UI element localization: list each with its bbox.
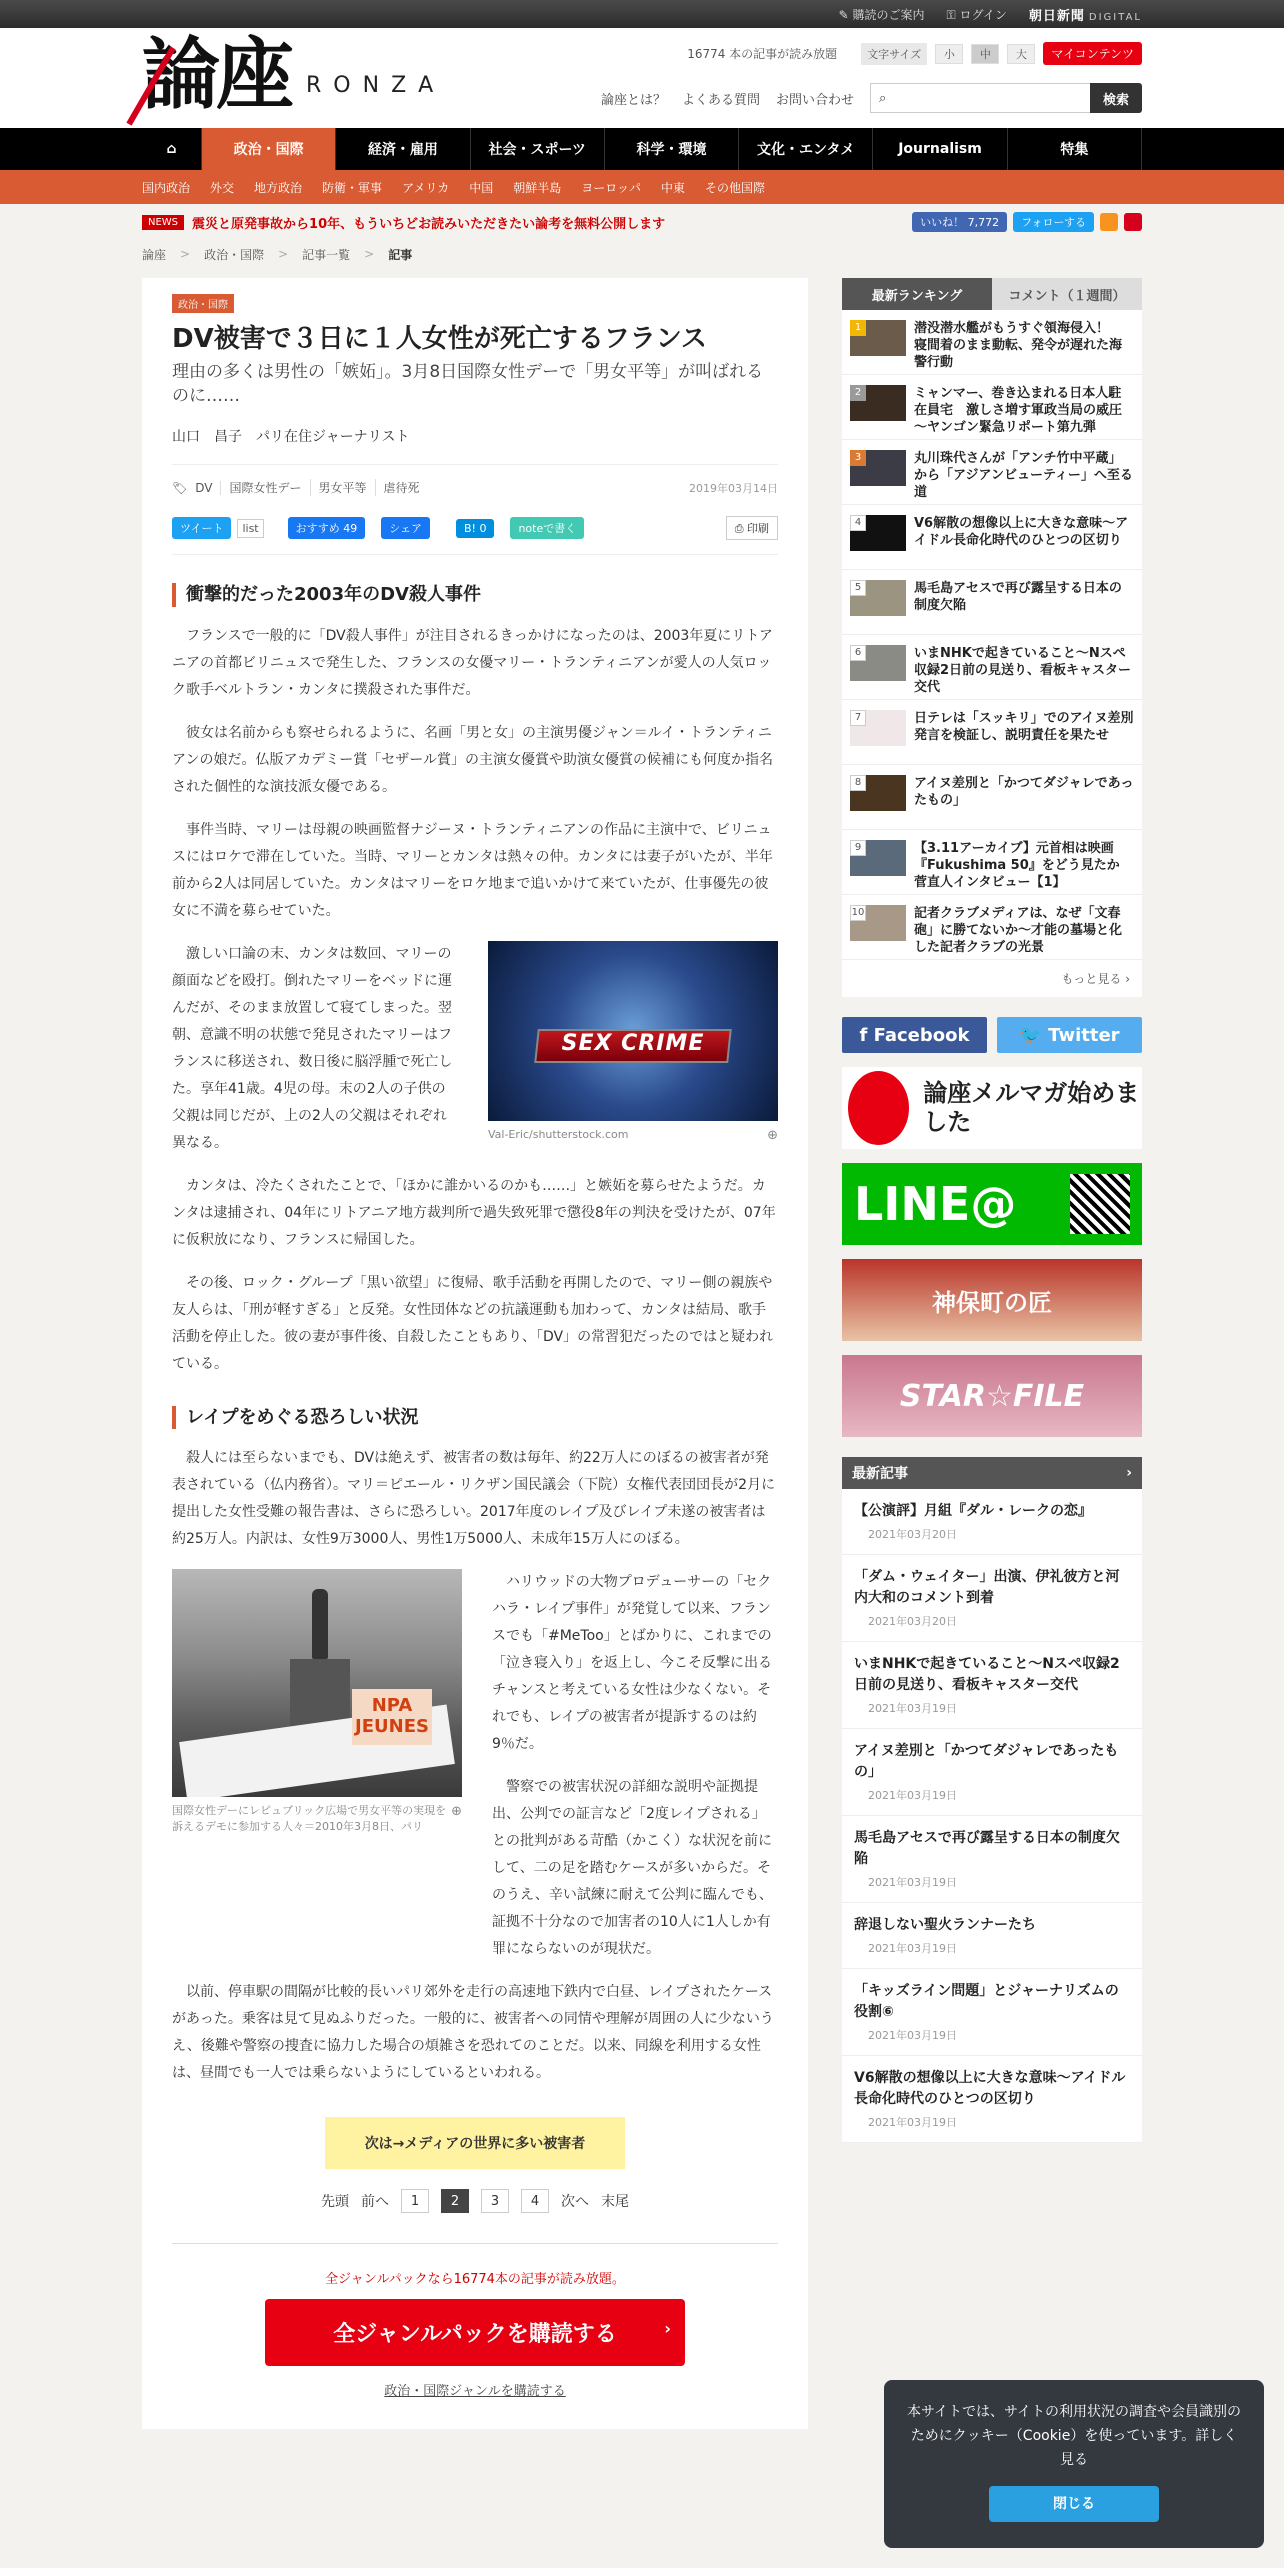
latest-item[interactable]: 馬毛島アセスで再び露呈する日本の制度欠陥 2021年03月19日 [842,1816,1142,1903]
news-bar [142,204,1142,240]
paragraph: 事件当時、マリーは母親の映画監督ナジーヌ・トランティニアンの作品に主演中で、ビリニュスにはロケで滞在していた。当時、マリーとカンタは熱々の仲。カンタには妻子がいたが、半年前から2人は同居していた。カンタはマリーをロケ地まで追いかけて来ていたが、仕事優先の彼女に不満を募らせていた。 [172,821,773,919]
nav-feature[interactable]: 特集 [1008,128,1142,170]
font-medium-button[interactable]: 中 [971,44,999,64]
latest-item[interactable]: 「キッズライン問題」とジャーナリズムの役割⑥ 2021年03月19日 [842,1969,1142,2056]
pager-last[interactable]: 末尾 [601,2194,629,2211]
breadcrumb-list[interactable]: 記事一覧 [302,247,351,262]
pager-page-current[interactable]: 2 [441,2189,469,2213]
ranking-item[interactable]: 1 潜没潜水艦がもうすぐ領海侵入！ 寝間着のまま動転、発令が遅れた海警行動 [842,310,1142,375]
sex-crime-image[interactable]: SEX CRIME [488,941,778,1121]
author[interactable]: 山口 昌子 パリ在住ジャーナリスト [172,429,410,446]
news-tag: NEWS [142,215,184,230]
pager-page[interactable]: 1 [401,2189,429,2213]
lock-icon: ⚿ [946,7,960,22]
publish-date: 2019年03月14日 [689,481,778,495]
share-row [172,516,778,540]
line-banner[interactable]: LINE@ [842,1163,1142,1245]
tag-item[interactable]: 虐待死 [383,481,420,496]
thumbnail: 7 [850,710,906,746]
nav-society[interactable]: 社会・スポーツ [471,128,605,170]
latest-articles-header[interactable]: 最新記事 › [842,1457,1142,1489]
rss-icon[interactable] [1100,213,1118,231]
ranking-item[interactable]: 4 V6解散の想像以上に大きな意味～アイドル長命化時代のひとつの区切り [842,505,1142,570]
login-link[interactable]: ⚿ ログイン [946,7,1007,22]
subnav-item[interactable]: 朝鮮半島 [513,180,562,195]
demonstration-photo[interactable]: NPA JEUNES [172,1569,462,1797]
thumbnail: 4 [850,515,906,551]
twitter-follow-button[interactable]: フォローする [1013,212,1094,232]
chevron-right-icon: › [1126,1465,1132,1481]
article [142,278,808,2429]
breadcrumb-current: 記事 [388,247,413,262]
paragraph: 激しい口論の末、カンタは数回、マリーの顔面などを殴打。倒れたマリーをベッドに運んだが、そのまま放置して寝てしまった。翌朝、意識不明の状態で発見されたマリーはフランスに移送され、数日後に脳浮腫で死亡した。享年41歳。4児の母。末の2人の子供の父親は同じだが、上の2人の父親はそれぞれ異なる。 [172,945,453,1151]
facebook-button[interactable]: f Facebook [842,1017,987,1053]
ranking-list [842,310,1142,997]
thumbnail: 3 [850,450,906,486]
ranking-item[interactable]: 8 アイヌ差別と「かつてダジャレであったもの」 [842,765,1142,830]
subnav-item[interactable]: アメリカ [402,180,450,195]
thumbnail: 9 [850,840,906,876]
tab-comment-ranking[interactable]: コメント（１週間） [992,278,1142,310]
thumbnail: 8 [850,775,906,811]
pager-first[interactable]: 先頭 [321,2194,349,2211]
subnav-item[interactable]: 地方政治 [254,180,303,195]
latest-item[interactable]: アイヌ差別と「かつてダジャレであったもの」 2021年03月19日 [842,1729,1142,1816]
jinbocho-banner[interactable]: 神保町の匠 [842,1259,1142,1341]
font-large-button[interactable]: 大 [1007,44,1035,64]
nav-economy[interactable]: 経済・雇用 [336,128,470,170]
twitter-icon: 🐦 [1019,1024,1049,1046]
paragraph: カンタは、冷たくされたことで、「ほかに誰かいるのかも……」と嫉妬を募らせたようだ。カンタは逮捕され、04年にリトアニア地方裁判所で過失致死罪で懲役8年の判決を受けたが、07年に仮釈放になり、フランスに帰国した。 [172,1177,776,1248]
ranking-more-link[interactable]: もっと見る › [842,960,1142,997]
hatena-bookmark-button[interactable]: B! 0 [456,519,494,538]
section-heading: 衝撃的だった2003年のDV殺人事件 [172,583,778,606]
latest-item[interactable]: 「ダム・ウェイター」出演、伊礼彼方と河内大和のコメント到着 2021年03月20日 [842,1555,1142,1642]
sub-nav [0,170,1284,204]
figure-caption: 国際女性デーにレピュブリック広場で男女平等の実現を訴えるデモに参加する人々＝2010年3月8日、パリ [172,1804,447,1833]
facebook-recommend-button[interactable]: おすすめ 49 [288,517,366,539]
thumbnail: 6 [850,645,906,681]
pager-page[interactable]: 3 [481,2189,509,2213]
latest-item[interactable]: いまNHKで起きていること～Nスぺ収録2日前の見送り、看板キャスター交代 2021年03月19日 [842,1642,1142,1729]
asahi-digital-logo[interactable]: 朝日新聞 DIGITAL [1028,8,1142,24]
tab-latest-ranking[interactable]: 最新ランキング [842,278,992,310]
subnav-item[interactable]: 中東 [661,180,686,195]
ranking-item[interactable]: 5 馬毛島アセスで再び露呈する日本の制度欠陥 [842,570,1142,635]
breadcrumb-home[interactable]: 論座 [142,247,167,262]
section-heading: レイプをめぐる恐ろしい状況 [172,1406,778,1429]
ranking-item[interactable]: 9 【3.11アーカイブ】元首相は映画『Fukushima 50』をどう見たか 菅直人インタビュー【1】 [842,830,1142,895]
subnav-item[interactable]: ヨーロッパ [581,180,642,195]
facebook-share-button[interactable]: シェア [381,517,430,539]
search-box [870,83,1142,113]
paragraph: 以前、停車駅の間隔が比較的長いパリ郊外を走行の高速地下鉄内で白昼、レイプされたケースがあった。乗客は見て見ぬふりだった。一般的に、被害者への同情や理解が周囲の人に少ないうえ、後難や警察の捜査に協力した場合の煩雑さを恐れてのことだ。以来、同線を利用する女性は、昼間でも一人では乗らないようにしているといわれる。 [172,1984,774,2082]
pager-page[interactable]: 4 [521,2189,549,2213]
tag-list [172,479,428,496]
paragraph: 彼女は名前からも察せられるように、名画「男と女」の主演男優ジャン＝ルイ・トランティニアンの娘だ。仏版アカデミー賞「セザール賞」の主演女優賞や助演女優賞の候補にも何度か指名された個性的な演技派女優である。 [172,724,774,795]
ranking-item[interactable]: 3 丸川珠代さんが「アンチ竹中平蔵」から「アジアンビューティー」へ至る道 [842,440,1142,505]
tweet-button[interactable]: ツイート [172,517,231,539]
ranking-item[interactable]: 6 いまNHKで起きていること～Nスぺ収録2日前の見送り、看板キャスター交代 [842,635,1142,700]
ronza-logo[interactable]: 論座 RONZA [142,36,445,114]
faq-link[interactable]: よくある質問 [681,92,760,108]
thumbnail: 10 [850,905,906,941]
paragraph: ハリウッドの大物プロデューサーの「セクハラ・レイプ事件」が発覚して以来、フランスでも「#MeToo」とばかりに、これまでの「泣き寝入り」を返上し、今こそ反撃に出るチャンスと考えている女性は少なくない。それでも、レイプの被害者が提訴するのは約9％だ。 [492,1574,772,1753]
breadcrumb-politics[interactable]: 政治・国際 [204,247,265,262]
mail-icon[interactable] [1124,213,1142,231]
subnav-item[interactable]: 中国 [469,180,494,195]
thumbnail: 5 [850,580,906,616]
figure [172,1569,462,1963]
site-header [0,28,1284,128]
main-nav [0,128,1284,170]
latest-item[interactable]: 【公演評】月組『ダル・レークの恋』 2021年03月20日 [842,1489,1142,1555]
pager-prev[interactable]: 前へ [361,2194,389,2211]
tag-item[interactable]: DV [195,481,221,495]
font-small-button[interactable]: 小 [935,44,963,64]
nav-politics[interactable]: 政治・国際 [202,128,336,170]
next-page-link[interactable]: 次は→メディアの世界に多い被害者 [325,2117,625,2169]
article-subtitle: 理由の多くは男性の「嫉妬」。3月8日国際女性デーで「男女平等」が叫ばれるのに…… [172,361,764,406]
star-file-banner[interactable]: STAR☆FILE [842,1355,1142,1437]
cookie-close-button[interactable]: 閉じる [989,2486,1159,2522]
tweet-list-button[interactable]: list [237,519,263,538]
ranking-item[interactable]: 7 日テレは「スッキリ」でのアイヌ差別発言を検証し、説明責任を果たせ [842,700,1142,765]
mail-magazine-banner[interactable]: 論座メルマガ始めました [842,1067,1142,1149]
paragraph: 警察での被害状況の詳細な説明や証拠提出、公判での証言など「2度レイプされる」との批判がある苛酷（かこく）な状況を前にして、二の足を踏むケースが多いからだ。そのうえ、辛い試練に耐えて公判に臨んでも、証拠不十分なので加害者の10人に1人しか有罪にならないのが現状だ。 [492,1779,773,1958]
note-button[interactable]: noteで書く [510,517,584,539]
facebook-icon: f [859,1024,874,1046]
latest-item[interactable]: V6解散の想像以上に大きな意味～アイドル長命化時代のひとつの区切り 2021年03月19日 [842,2056,1142,2143]
edit-icon: ✎ [838,7,853,22]
breadcrumb: 論座 > 政治・国際 > 記事一覧 > 記事 [142,247,413,262]
nav-science[interactable]: 科学・環境 [605,128,739,170]
print-button[interactable]: ⎙ 印刷 [726,516,778,540]
figure [488,941,778,1157]
top-utility-bar [0,0,1284,28]
font-size-label: 文字サイズ [861,43,927,65]
category-badge[interactable]: 政治・国際 [172,294,234,313]
home-icon[interactable]: ⌂ [142,128,202,170]
paragraph: 殺人には至らないまでも、DVは絶えず、被害者の数は毎年、約22万人にのぼるの被害者が発表されている（仏内務省）。マリ＝ピエール・リクザン国民議会（下院）女権代表団団長が2月に提出した女性受難の報告書は、さらに恐ろしい。2017年度のレイプ及びレイプ未遂の被害者は約25万人。内訳は、女性9万3000人、男性1万5000人、未成年15万人にのぼる。 [172,1450,776,1548]
paywall-note: 全ジャンルパックなら16774本の記事が読み放題。 [325,2272,625,2288]
zoom-icon[interactable]: ⊕ [767,1127,778,1143]
subnav-item[interactable]: 外交 [210,180,235,195]
qr-code-icon [1070,1174,1130,1234]
news-link[interactable]: 震災と原発事故から10年、もういちどお読みいただきたい論考を無料公開します [192,216,666,232]
tag-item[interactable]: 国際女性デー [229,479,310,496]
subscribe-genre-link[interactable]: 政治・国際ジャンルを購読する [384,2384,566,2400]
search-input[interactable] [892,91,1082,106]
nav-culture[interactable]: 文化・エンタメ [739,128,873,170]
thumbnail: 2 [850,385,906,421]
twitter-button[interactable]: 🐦 Twitter [997,1017,1142,1053]
subnav-item[interactable]: その他国際 [705,180,766,195]
subnav-item[interactable]: 国内政治 [142,180,191,195]
search-icon: ⌕ [879,90,887,106]
my-contents-button[interactable]: マイコンテンツ [1043,42,1142,65]
subscribe-info-link[interactable]: ✎ 購読のご案内 [838,7,925,22]
zoom-icon[interactable]: ⊕ [451,1804,462,1820]
printer-icon: ⎙ [734,522,747,536]
facebook-like-button[interactable]: いいね！ 7,772 [912,212,1007,232]
subscribe-all-genre-button[interactable]: 全ジャンルパックを購読する › [265,2299,685,2366]
paragraph: フランスで一般的に「DV殺人事件」が注目されるきっかけになったのは、2003年夏にリトアニアの首都ビリニュスで発生した、フランスの女優マリー・トランティニアンが愛人の人気ロック歌手ベルトラン・カンタに撲殺された事件だ。 [172,627,773,698]
about-link[interactable]: 論座とは？ [600,92,666,108]
chevron-right-icon: › [1125,972,1130,986]
ranking-item[interactable]: 2 ミャンマー、巻き込まれる日本人駐在員宅 激しさ増す軍政当局の威圧～ヤンゴン緊急リポート第九弾 [842,375,1142,440]
envelope-icon [848,1071,909,1145]
thumbnail: 1 [850,320,906,356]
pagination [172,2189,778,2213]
article-title: DV被害で３日に１人女性が死亡するフランス [172,324,707,354]
pager-next[interactable]: 次へ [561,2194,589,2211]
latest-item[interactable]: 辞退しない聖火ランナーたち 2021年03月19日 [842,1903,1142,1969]
figure-caption: Val-Eric/shutterstock.com [488,1127,629,1141]
cookie-notice [884,2380,1264,2548]
latest-list [842,1489,1142,2143]
tag-icon: 🏷 [172,480,188,495]
chevron-right-icon: › [664,2319,671,2339]
paywall [172,2243,778,2399]
ranking-item[interactable]: 10 記者クラブメディアは、なぜ「文春砲」に勝てないか～才能の墓場と化した記者クラブの光景 [842,895,1142,960]
paragraph: その後、ロック・グループ「黒い欲望」に復帰、歌手活動を再開したので、マリー側の親族や友人らは、「刑が軽すぎる」と反発。女性団体などの抗議運動も加わって、カンタは結局、歌手活動を停止した。彼の妻が事件後、自殺したこともあり、「DV」の常習犯だったのではと疑われている。 [172,1274,774,1372]
sidebar [842,278,1142,2429]
cookie-text: 本サイトでは、サイトの利用状況の調査や会員識別のためにクッキー（Cookie）を使っています。詳しく見る [906,2404,1242,2468]
article-count: 16774 本の記事が読み放題 [687,47,838,61]
nav-journalism[interactable]: Journalism [873,128,1007,170]
search-button[interactable]: 検索 [1090,83,1142,113]
contact-link[interactable]: お問い合わせ [775,92,854,108]
tag-item[interactable]: 男女平等 [319,479,376,496]
subnav-item[interactable]: 防衛・軍事 [322,180,383,195]
